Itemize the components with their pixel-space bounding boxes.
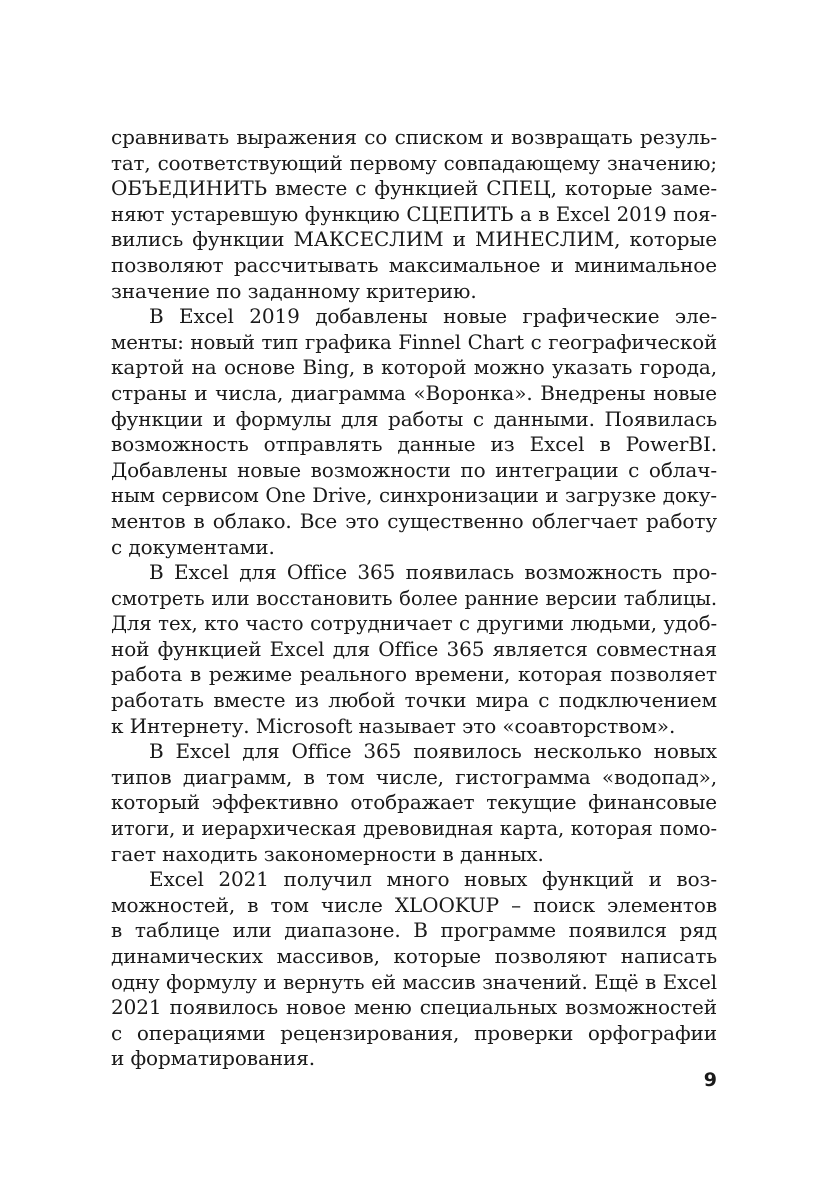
text-line: тат, соответствующий первому совпадающему значению; — [111, 151, 717, 175]
text-line: в таблице или диапазоне. В программе появился ряд — [111, 918, 717, 943]
text-line: одну формулу и вернуть ей массив значений. Ещё в Excel — [111, 970, 717, 994]
text-line: итоги, и иерархическая древовидная карта, которая помо- — [111, 817, 717, 841]
text-line: менты: новый тип графика Finnel Chart с географической — [111, 330, 717, 354]
text-line: Для тех, кто часто сотрудничает с другими людьми, удоб- — [111, 612, 717, 636]
text-line: к Интернету. Microsoft называет это «соавторством». — [111, 713, 676, 738]
text-line: Excel 2021 получил много новых функций и воз- — [149, 867, 717, 892]
text-line: В Excel 2019 добавлены новые графические эле- — [149, 304, 717, 329]
text-line: типов диаграмм, в том числе, гистограмма «водопад», — [111, 764, 717, 789]
text-line: и форматирования. — [111, 1046, 316, 1071]
text-line: гает находить закономерности в данных. — [111, 841, 544, 866]
text-line: работать вместе из любой точки мира с подключением — [111, 688, 717, 713]
text-line: В Excel для Office 365 появилась возможность про- — [149, 560, 717, 585]
text-line: возможность отправлять данные из Excel в PowerBI. — [111, 432, 717, 457]
text-line: ной функцией Excel для Office 365 является совместная — [111, 636, 717, 661]
text-line: ОБЪЕДИНИТЬ вместе с функцией СПЕЦ, которые заме- — [111, 176, 717, 201]
text-line: картой на основе Bing, в которой можно указать города, — [111, 355, 717, 380]
text-line: ным сервисом One Drive, синхронизации и загрузке доку- — [111, 484, 717, 508]
text-line: позволяют рассчитывать максимальное и минимальное — [111, 252, 717, 277]
text-line: с операциями рецензирования, проверки орфографии — [111, 1020, 717, 1045]
text-line: ментов в облако. Все это существенно облегчает работу — [111, 508, 717, 533]
text-line: можностей, в том числе XLOOKUP – поиск элементов — [111, 892, 717, 917]
text-line: динамических массивов, которые позволяют написать — [111, 944, 717, 968]
body-text — [111, 125, 717, 1072]
text-line: с документами. — [111, 534, 275, 559]
text-line: сравнивать выражения со списком и возвращать резуль- — [111, 125, 717, 149]
text-line: страны и числа, диаграмма «Воронка». Внедрены новые — [111, 380, 717, 405]
text-line: няют устаревшую функцию СЦЕПИТЬ а в Excel 2019 поя- — [111, 202, 717, 226]
text-line: смотреть или восстановить более ранние версии таблицы. — [111, 586, 717, 610]
text-line: Добавлены новые возможности по интеграции с облач- — [111, 457, 717, 482]
text-line: который эффективно отображает текущие финансовые — [111, 790, 717, 815]
text-line: функции и формулы для работы с данными. Появилась — [111, 406, 717, 431]
text-line: работа в режиме реального времени, которая позволяет — [111, 662, 717, 687]
page-number: 9 — [703, 1069, 717, 1091]
text-line: значение по заданному критерию. — [111, 278, 477, 303]
text-line: 2021 появилось новое меню специальных возможностей — [111, 995, 717, 1020]
text-line: В Excel для Office 365 появилось несколько новых — [149, 739, 717, 764]
text-line: вились функции МАКСЕСЛИМ и МИНЕСЛИМ, которые — [111, 227, 717, 252]
